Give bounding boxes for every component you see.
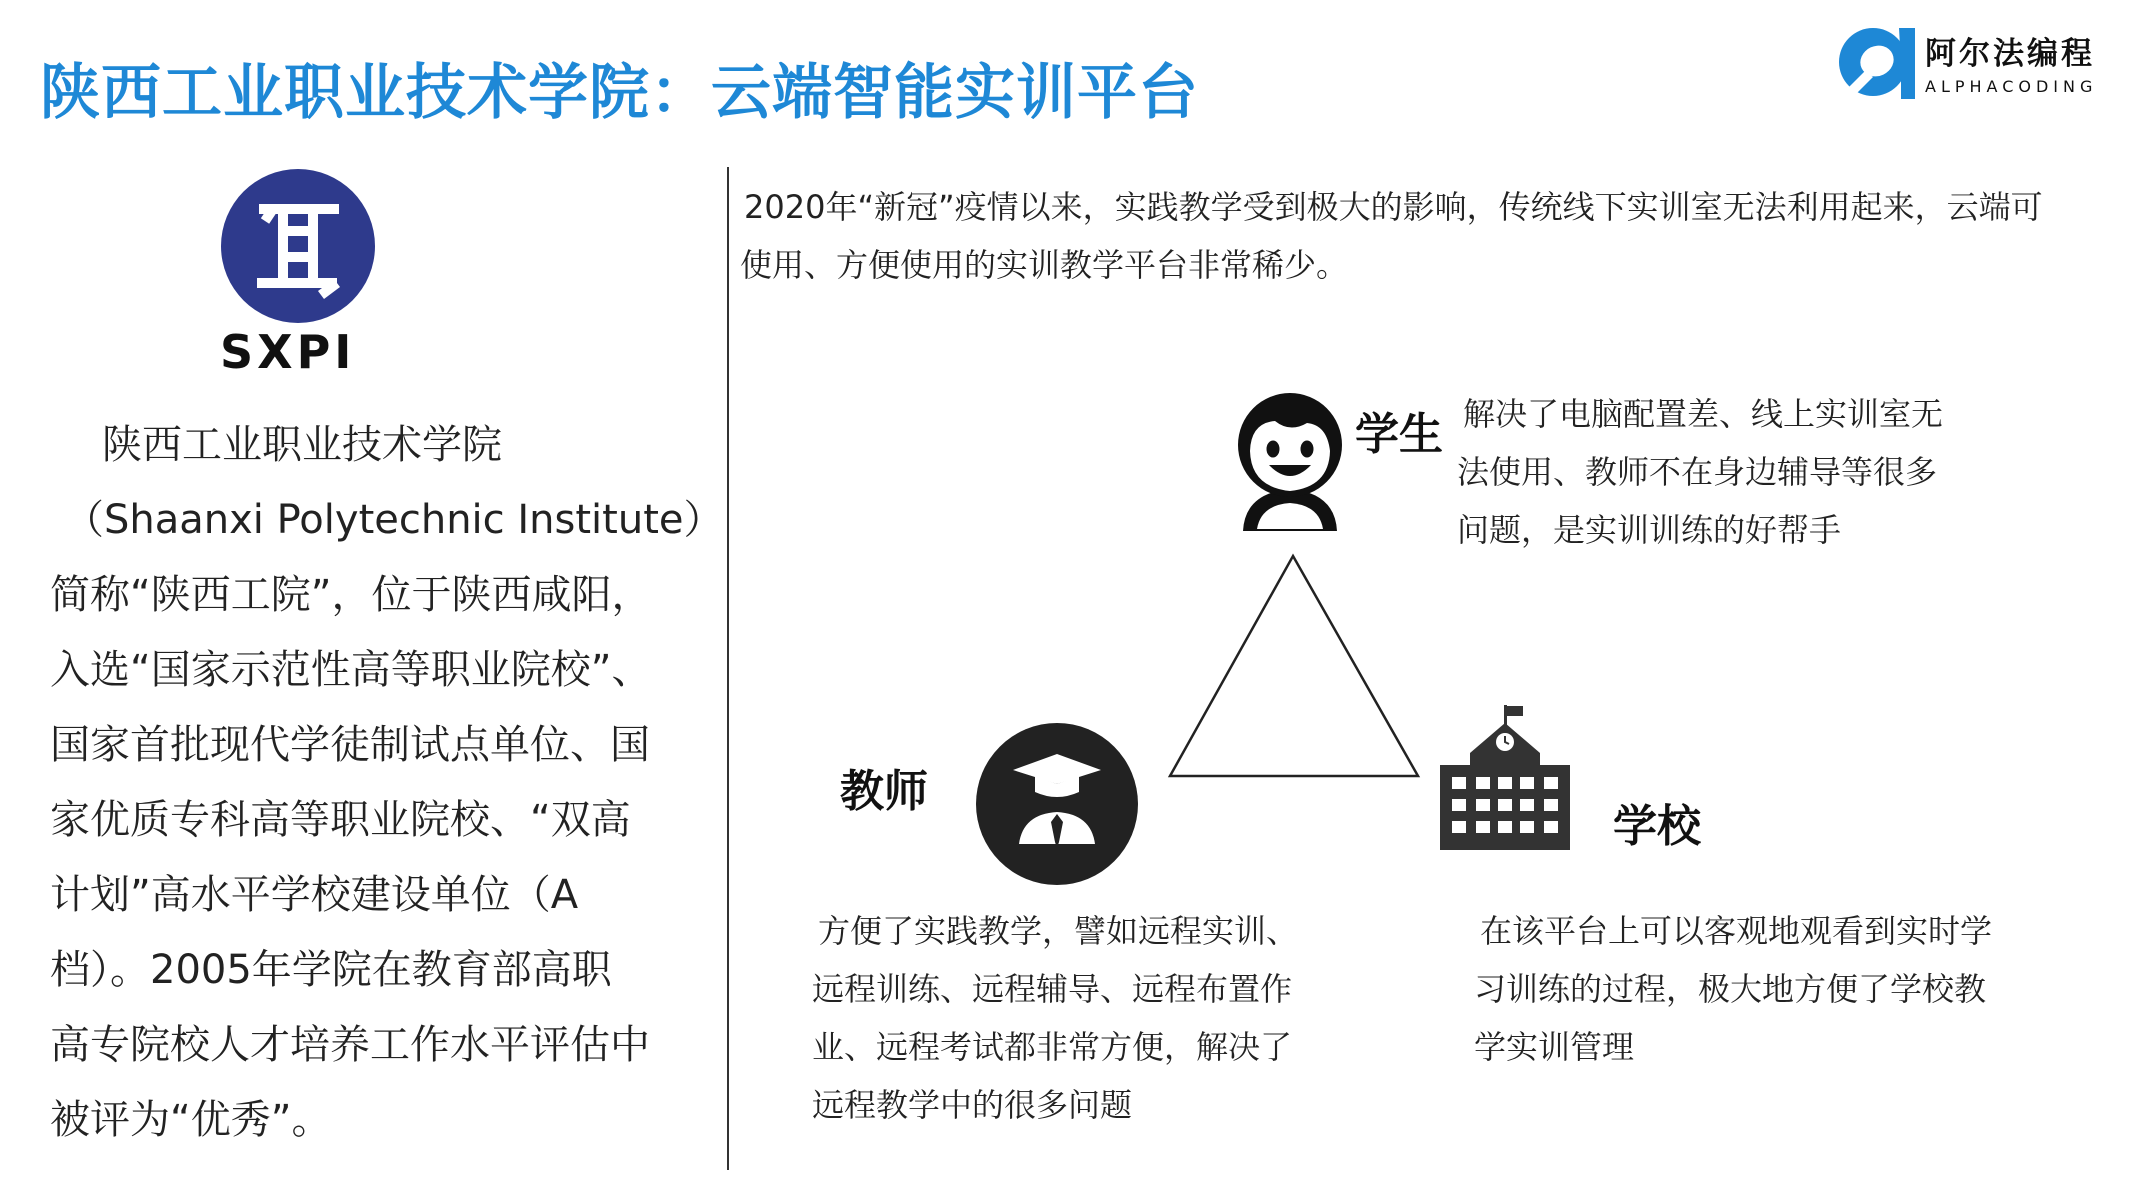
vertical-divider <box>727 167 729 1170</box>
intro-line: 国家首批现代学徒制试点单位、国 <box>50 722 650 768</box>
student-desc <box>1457 385 2097 559</box>
brand-name-en: ALPHACODING <box>1925 77 2098 96</box>
student-face-icon <box>1235 383 1345 533</box>
summary-line: 2020年“新冠”疫情以来，实践教学受到极大的影响，传统线下实训室无法利用起来，云端可 <box>744 188 2043 226</box>
student-desc-line: 法使用、教师不在身边辅导等很多 <box>1457 453 1938 491</box>
intro-line: 高专院校人才培养工作水平评估中 <box>50 1022 650 1068</box>
teacher-desc-line: 业、远程考试都非常方便，解决了 <box>812 1028 1293 1066</box>
teacher-desc-line: 方便了实践教学，譬如远程实训、 <box>818 912 1299 950</box>
school-desc <box>1474 902 2114 1076</box>
teacher-desc-line: 远程训练、远程辅导、远程布置作 <box>812 970 1293 1008</box>
brand-logo <box>1835 25 2125 105</box>
page-title: 陕西工业职业技术学院：云端智能实训平台 <box>40 58 1199 128</box>
student-desc-line: 解决了电脑配置差、线上实训室无 <box>1463 395 1944 433</box>
intro-line: 入选“国家示范性高等职业院校”、 <box>50 647 652 693</box>
intro-line: 被评为“优秀”。 <box>50 1097 332 1143</box>
student-label: 学生 <box>1355 409 1443 460</box>
sxpi-logo-icon <box>221 169 375 323</box>
school-label: 学校 <box>1613 801 1701 852</box>
school-desc-line: 在该平台上可以客观地观看到实时学 <box>1480 912 1993 950</box>
alphacoding-logo-icon <box>1835 25 1915 99</box>
summary-text <box>740 178 2120 294</box>
school-intro <box>50 408 724 1158</box>
sxpi-logo-text: SXPI <box>220 325 356 379</box>
intro-line: 档）。2005年学院在教育部高职 <box>50 947 612 993</box>
school-desc-line: 学实训管理 <box>1474 1028 1635 1066</box>
school-building-icon <box>1440 705 1570 850</box>
teacher-desc-line: 远程教学中的很多问题 <box>812 1086 1133 1124</box>
intro-line: 陕西工业职业技术学院 <box>102 422 502 468</box>
teacher-graduate-icon <box>975 722 1139 886</box>
student-desc-line: 问题，是实训训练的好帮手 <box>1457 511 1842 549</box>
teacher-desc <box>812 902 1432 1134</box>
intro-line: 计划”高水平学校建设单位（A <box>50 872 579 918</box>
relationship-triangle <box>1165 553 1425 779</box>
school-logo <box>200 155 410 385</box>
intro-line: 简称“陕西工院”，位于陕西咸阳， <box>50 572 652 618</box>
summary-line: 使用、方便使用的实训教学平台非常稀少。 <box>740 246 1349 284</box>
intro-line: 家优质专科高等职业院校、“双高 <box>50 797 631 843</box>
teacher-label: 教师 <box>840 766 928 817</box>
brand-name-cn: 阿尔法编程 <box>1925 36 2095 72</box>
school-desc-line: 习训练的过程，极大地方便了学校教 <box>1474 970 1987 1008</box>
intro-line: （Shaanxi Polytechnic Institute） <box>64 497 724 543</box>
